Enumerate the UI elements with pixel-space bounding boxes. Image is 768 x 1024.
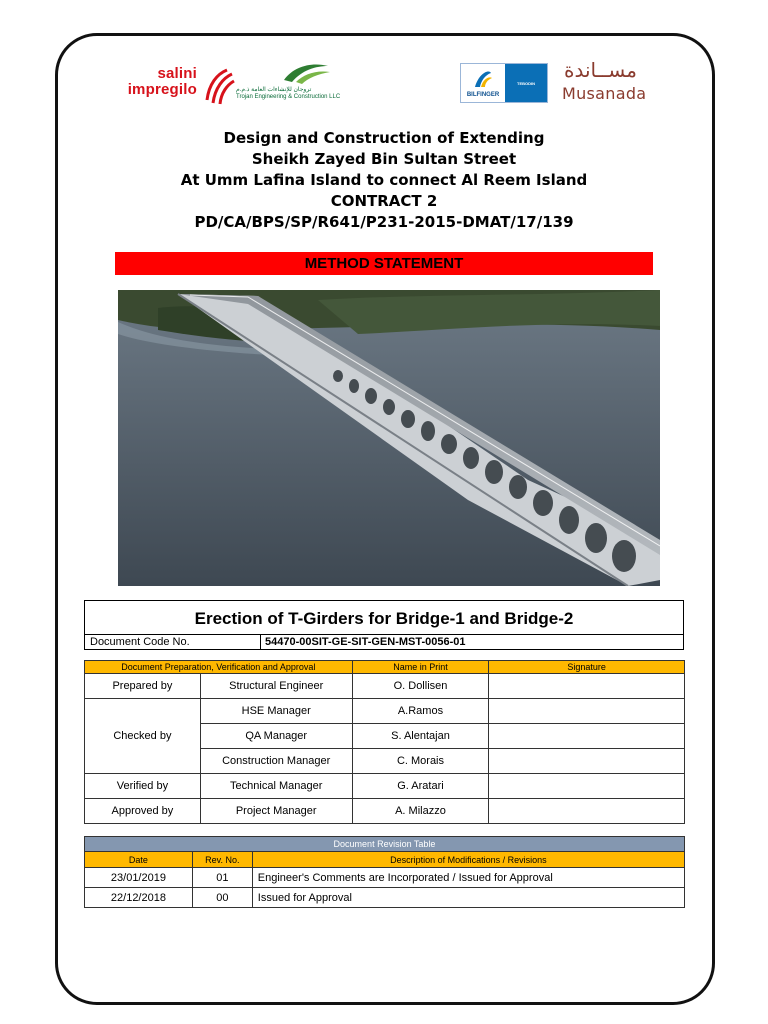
revision-date-cell: 22/12/2018 (85, 888, 193, 908)
revision-header-date: Date (85, 852, 193, 868)
document-header-box (84, 600, 684, 651)
approval-position-cell: QA Manager (200, 724, 352, 749)
approval-position-cell: Structural Engineer (200, 674, 352, 699)
bridge-rendering-image (118, 290, 660, 586)
tebodin-label: TEBODIN (517, 81, 535, 86)
table-row (85, 888, 685, 908)
revision-table-caption: Document Revision Table (85, 837, 685, 852)
bilfinger-label: BILFINGER (466, 92, 500, 98)
title-line-5: PD/CA/BPS/SP/R641/P231-2015-DMAT/17/139 (194, 213, 574, 231)
approval-name-cell: G. Aratari (352, 774, 489, 799)
salini-stripes-icon (199, 66, 235, 106)
approval-signature-cell (489, 699, 685, 724)
musanada-arabic-text: مســاندة (564, 58, 637, 82)
title-line-2: Sheikh Zayed Bin Sultan Street (251, 150, 517, 168)
approval-header-preparation: Document Preparation, Verification and Approval (85, 661, 353, 674)
table-row (85, 868, 685, 888)
approval-name-cell: C. Morais (352, 749, 489, 774)
method-statement-banner: METHOD STATEMENT (115, 252, 653, 275)
revision-header-rev: Rev. No. (192, 852, 252, 868)
trojan-logo (236, 60, 341, 106)
approval-table (84, 660, 685, 824)
trojan-swoosh-icon (276, 60, 336, 86)
trojan-caption-arabic: تروجان للإنشاءات العامة ذ.م.م (236, 87, 312, 93)
approval-name-cell: S. Alentajan (352, 724, 489, 749)
musanada-logo (560, 58, 650, 108)
approval-header-name: Name in Print (352, 661, 489, 674)
approval-signature-cell (489, 724, 685, 749)
approval-position-cell: Construction Manager (200, 749, 352, 774)
bilfinger-tebodin-logo (460, 63, 548, 103)
approval-role-cell: Verified by (85, 774, 201, 799)
approval-signature-cell (489, 674, 685, 699)
revision-date-cell: 23/01/2019 (85, 868, 193, 888)
approval-name-cell: O. Dollisen (352, 674, 489, 699)
revision-header-description: Description of Modifications / Revisions (252, 852, 684, 868)
title-line-1: Design and Construction of Extending (223, 129, 545, 147)
revision-description-cell: Issued for Approval (252, 888, 684, 908)
table-row (85, 674, 685, 699)
title-line-4: CONTRACT 2 (330, 192, 438, 210)
approval-role-cell: Approved by (85, 799, 201, 824)
approval-role-cell: Checked by (85, 699, 201, 774)
document-code-label: Document Code No. (90, 636, 190, 648)
revision-description-cell: Engineer's Comments are Incorporated / Issued for Approval (252, 868, 684, 888)
salini-logo-text: salini (157, 65, 197, 82)
revision-header-row (85, 852, 685, 868)
approval-header-row (85, 661, 685, 674)
revision-number-cell: 00 (192, 888, 252, 908)
revision-table (84, 836, 685, 908)
approval-position-cell: HSE Manager (200, 699, 352, 724)
code-divider (260, 635, 261, 649)
approval-signature-cell (489, 749, 685, 774)
approval-signature-cell (489, 774, 685, 799)
approval-name-cell: A. Milazzo (352, 799, 489, 824)
table-row (85, 699, 685, 724)
table-row (85, 774, 685, 799)
document-title: Erection of T-Girders for Bridge-1 and Bridge-2 (84, 600, 684, 635)
document-code-row (84, 634, 684, 650)
title-line-3: At Umm Lafina Island to connect Al Reem Island (180, 171, 588, 189)
approval-position-cell: Project Manager (200, 799, 352, 824)
revision-number-cell: 01 (192, 868, 252, 888)
bilfinger-mark-icon (471, 67, 495, 91)
approval-header-signature: Signature (489, 661, 685, 674)
approval-position-cell: Technical Manager (200, 774, 352, 799)
approval-role-cell: Prepared by (85, 674, 201, 699)
musanada-english-text: Musanada (562, 84, 647, 103)
project-title (0, 128, 768, 233)
salini-impregilo-logo (115, 66, 235, 106)
impregilo-logo-text: impregilo (127, 81, 197, 98)
logo-strip (0, 56, 768, 110)
approval-name-cell: A.Ramos (352, 699, 489, 724)
approval-signature-cell (489, 799, 685, 824)
trojan-caption-english: Trojan Engineering & Construction LLC (236, 94, 341, 100)
document-code-value: 54470-00SIT-GE-SIT-GEN-MST-0056-01 (265, 636, 466, 648)
table-row (85, 799, 685, 824)
